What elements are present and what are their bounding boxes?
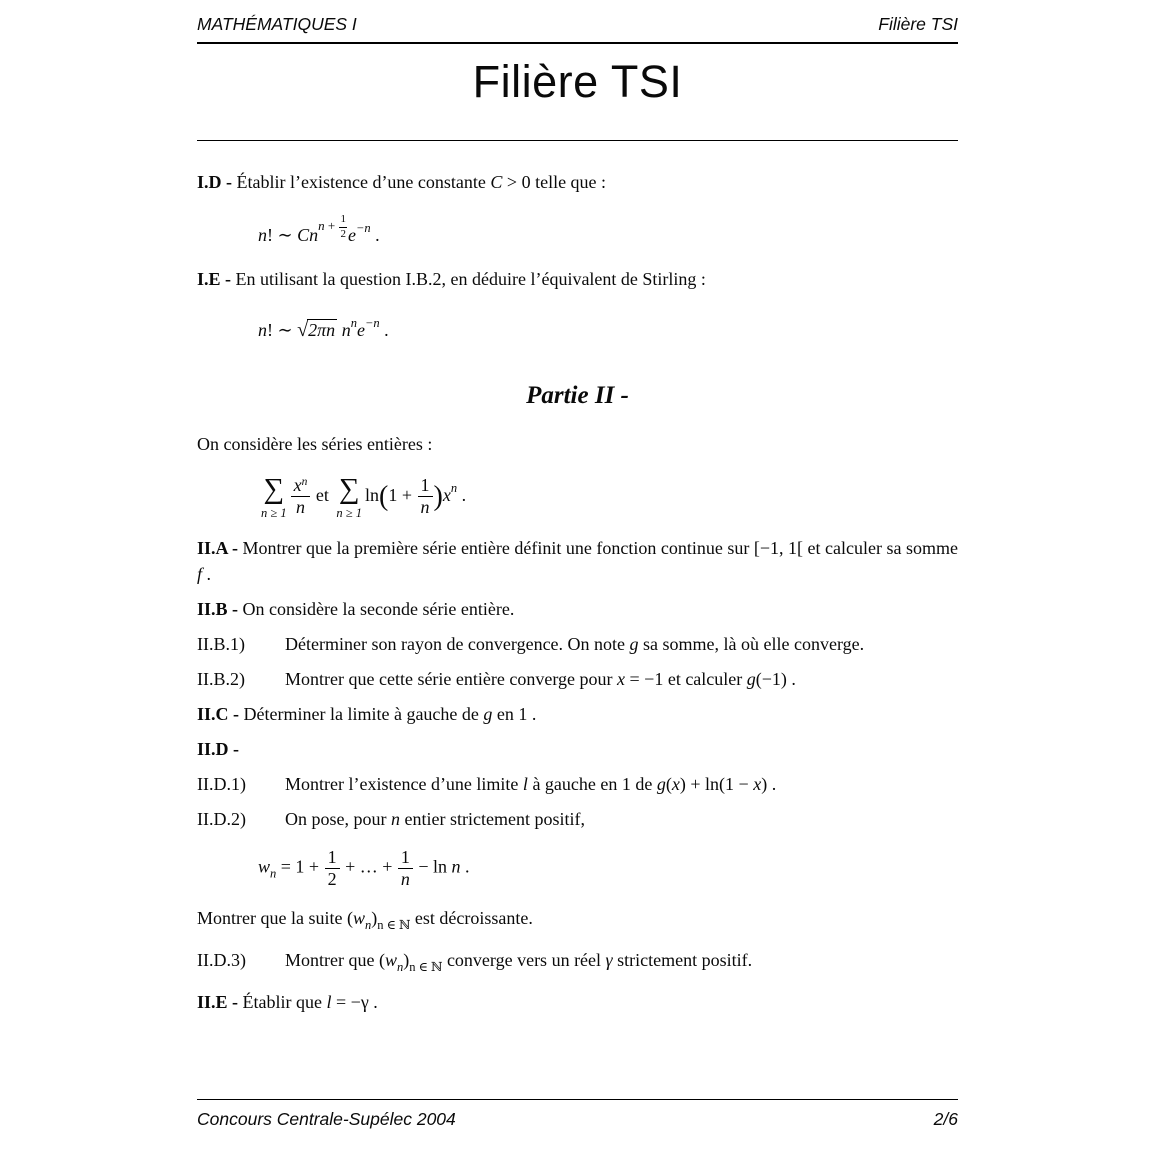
footer-rule bbox=[197, 1099, 958, 1100]
math-token: n bbox=[258, 320, 267, 340]
sigma-symbol: ∑ bbox=[263, 472, 285, 505]
footer-exam-name: Concours Centrale-Supélec 2004 bbox=[197, 1109, 456, 1129]
math-token: l bbox=[522, 774, 528, 795]
formula-power-series bbox=[258, 473, 958, 519]
text-run: Déterminer la limite à gauche de bbox=[239, 704, 484, 725]
subscript: n bbox=[364, 917, 372, 932]
page-footer bbox=[197, 1099, 958, 1130]
fraction bbox=[397, 848, 414, 889]
math-token: [−1, 1[ bbox=[753, 538, 804, 559]
math-token: l bbox=[326, 991, 332, 1012]
formula-harmonic-wn bbox=[258, 848, 958, 889]
question-label: II.D - bbox=[197, 739, 240, 760]
math-token: g bbox=[483, 704, 493, 725]
fraction bbox=[324, 848, 341, 889]
math-token: x bbox=[617, 669, 626, 690]
math-token: n bbox=[341, 320, 351, 340]
fraction-denominator: n bbox=[296, 497, 305, 518]
math-token: + … + bbox=[340, 856, 397, 877]
exponent-group bbox=[318, 212, 348, 240]
paragraph-IID1 bbox=[197, 771, 958, 797]
section-heading-partie-2: Partie II - bbox=[526, 382, 629, 409]
paragraph-IIA bbox=[197, 535, 958, 587]
math-token: x bbox=[753, 774, 762, 795]
text-run: Établir que bbox=[238, 991, 327, 1012]
math-token: − ln bbox=[413, 856, 452, 877]
fraction-denominator: n bbox=[400, 869, 410, 890]
question-number: II.B.1) bbox=[197, 634, 245, 655]
left-parenthesis: ( bbox=[379, 480, 389, 512]
paragraph-IID bbox=[197, 736, 958, 762]
math-token: 1 bbox=[621, 774, 631, 795]
text-run: On pose, pour bbox=[285, 809, 391, 830]
summation bbox=[336, 472, 362, 520]
math-token: e bbox=[356, 320, 365, 340]
question-number: II.B.2) bbox=[197, 669, 245, 690]
fraction-denominator: n bbox=[420, 497, 430, 518]
math-token: n bbox=[451, 856, 461, 877]
math-token: w bbox=[384, 949, 397, 970]
summation bbox=[261, 472, 287, 520]
text-run: converge vers un réel bbox=[442, 949, 606, 970]
math-token: x bbox=[442, 485, 451, 505]
math-token: = 1 + bbox=[276, 856, 324, 877]
question-number: II.D.3) bbox=[197, 949, 246, 970]
question-label: I.D - bbox=[197, 172, 232, 192]
text-run: sa somme, là où elle converge. bbox=[638, 634, 865, 655]
text-run: telle que : bbox=[530, 172, 607, 192]
running-header bbox=[197, 14, 958, 35]
math-token: + bbox=[324, 218, 339, 233]
math-token: 1 bbox=[518, 704, 528, 725]
header-course-title: MATHÉMATIQUES I bbox=[197, 14, 357, 34]
fraction-numerator: 1 bbox=[339, 214, 347, 228]
math-token: g bbox=[746, 669, 756, 690]
paragraph-IIE bbox=[197, 989, 958, 1015]
question-label: II.C - bbox=[197, 704, 240, 725]
text-run: . bbox=[527, 704, 537, 725]
text-run: On considère la seconde série entière. bbox=[238, 599, 515, 620]
exponent: −n bbox=[364, 316, 380, 330]
summation-limits: n ≥ 1 bbox=[336, 505, 362, 520]
math-token: w bbox=[258, 856, 271, 877]
paragraph-IIB2 bbox=[197, 666, 958, 692]
paragraph-IIC bbox=[197, 701, 958, 727]
fraction bbox=[290, 476, 312, 517]
summation-limits: n ≥ 1 bbox=[261, 505, 287, 520]
paragraph-decreasing bbox=[197, 905, 958, 938]
text-run: . bbox=[368, 991, 378, 1012]
math-token: ( bbox=[346, 907, 353, 928]
text-run: entier strictement positif, bbox=[400, 809, 585, 830]
math-token: (−1) bbox=[755, 669, 787, 690]
math-token: g bbox=[629, 634, 639, 655]
math-token: > 0 bbox=[502, 172, 531, 192]
math-token: ! bbox=[267, 320, 278, 340]
text-run: strictement positif. bbox=[612, 949, 753, 970]
radical-sign: √ bbox=[297, 319, 309, 341]
footer-page-number: 2/6 bbox=[933, 1109, 958, 1129]
exponent: n bbox=[350, 316, 357, 330]
math-token: w bbox=[352, 907, 365, 928]
fraction-numerator bbox=[291, 476, 311, 497]
text-run: Établir l’existence d’une constante bbox=[232, 172, 491, 192]
text-run: et calculer sa somme bbox=[803, 538, 959, 559]
math-token: x bbox=[671, 774, 680, 795]
paragraph-IID3 bbox=[197, 947, 958, 980]
question-label: II.B - bbox=[197, 599, 239, 620]
text-run: et bbox=[311, 485, 334, 505]
text-run: Montrer que la suite bbox=[197, 907, 347, 928]
text-run: . bbox=[786, 669, 796, 690]
text-run: Déterminer son rayon de convergence. On note bbox=[285, 634, 630, 655]
exponent: n bbox=[301, 476, 308, 489]
exponent: n bbox=[450, 481, 458, 495]
math-token: ) bbox=[403, 949, 410, 970]
question-label: II.A - bbox=[197, 538, 239, 559]
math-token: ! bbox=[267, 225, 278, 245]
math-token: = −γ bbox=[331, 991, 369, 1012]
text-run: Montrer l’existence d’une limite bbox=[285, 774, 523, 795]
fraction-numerator: 1 bbox=[398, 848, 413, 869]
text-run: à gauche en bbox=[527, 774, 622, 795]
math-token: ) bbox=[371, 907, 378, 928]
question-label: II.E - bbox=[197, 991, 239, 1012]
math-token: . bbox=[379, 320, 389, 340]
subscript: n bbox=[397, 959, 404, 974]
fraction-denominator: 2 bbox=[340, 227, 346, 240]
math-token: n bbox=[391, 809, 400, 830]
math-token: ( bbox=[378, 949, 385, 970]
formula-stirling bbox=[258, 308, 958, 345]
formula-n-factorial-Cn bbox=[258, 211, 958, 250]
math-token: Cn bbox=[297, 225, 319, 245]
subscript: n ∈ ℕ bbox=[409, 959, 443, 974]
question-label: I.E - bbox=[197, 269, 232, 289]
radicand: 2πn bbox=[308, 320, 336, 340]
math-token: = −1 bbox=[625, 669, 664, 690]
footer-row bbox=[197, 1109, 958, 1130]
paragraph-IE bbox=[197, 266, 958, 292]
math-token: g bbox=[656, 774, 666, 795]
math-token: x bbox=[293, 475, 302, 496]
text-run: En utilisant la question I.B.2, en déduire l’équivalent de Stirling : bbox=[231, 269, 706, 289]
math-token: . bbox=[370, 225, 380, 245]
paragraph-IID2 bbox=[197, 806, 958, 832]
text-run: de bbox=[630, 774, 657, 795]
document-body bbox=[197, 169, 958, 1015]
math-token: ( bbox=[665, 774, 672, 795]
math-token: f bbox=[197, 564, 203, 585]
fraction-numerator: 1 bbox=[325, 848, 340, 869]
question-number: II.D.1) bbox=[197, 774, 246, 795]
math-token: C bbox=[490, 172, 503, 192]
text-run: est décroissante. bbox=[410, 907, 533, 928]
fraction bbox=[417, 476, 434, 517]
text-run: et calculer bbox=[663, 669, 747, 690]
math-token: n bbox=[318, 218, 325, 233]
header-rule bbox=[197, 42, 958, 44]
math-token: γ bbox=[605, 949, 613, 970]
paragraph-series-intro: On considère les séries entières : bbox=[197, 434, 433, 454]
text-run: Montrer que la première série entière définit une fonction continue sur bbox=[238, 538, 754, 559]
tilde-operator: ∼ bbox=[277, 320, 298, 340]
math-token: ln bbox=[365, 485, 380, 505]
fraction-denominator: 2 bbox=[327, 869, 337, 890]
tilde-operator: ∼ bbox=[277, 225, 298, 245]
paragraph-IIB bbox=[197, 596, 958, 622]
text-run: Montrer que bbox=[285, 949, 379, 970]
math-token: e bbox=[347, 225, 356, 245]
math-token: . bbox=[457, 485, 467, 505]
text-run: . bbox=[767, 774, 777, 795]
math-token: . bbox=[460, 856, 470, 877]
title-rule bbox=[197, 140, 958, 141]
page-title: Filière TSI bbox=[472, 56, 683, 107]
paragraph-ID bbox=[197, 169, 958, 195]
fraction-numerator: 1 bbox=[418, 476, 433, 497]
subscript: n ∈ ℕ bbox=[377, 917, 411, 932]
square-root bbox=[297, 315, 337, 345]
fraction bbox=[338, 214, 348, 240]
text-run: en bbox=[492, 704, 519, 725]
right-parenthesis: ) bbox=[433, 480, 443, 512]
math-token: n bbox=[258, 225, 267, 245]
paragraph-IIB1 bbox=[197, 631, 958, 657]
question-number: II.D.2) bbox=[197, 809, 246, 830]
subscript: n bbox=[270, 866, 277, 881]
text-run: Montrer que cette série entière converge pour bbox=[285, 669, 618, 690]
math-token: 1 + bbox=[388, 485, 417, 505]
text-run: . bbox=[202, 564, 212, 585]
exponent: −n bbox=[355, 221, 371, 235]
sigma-symbol: ∑ bbox=[338, 472, 360, 505]
header-filiere: Filière TSI bbox=[878, 14, 958, 34]
math-token: ) bbox=[761, 774, 768, 795]
math-token: ) + ln(1 − bbox=[679, 774, 754, 795]
